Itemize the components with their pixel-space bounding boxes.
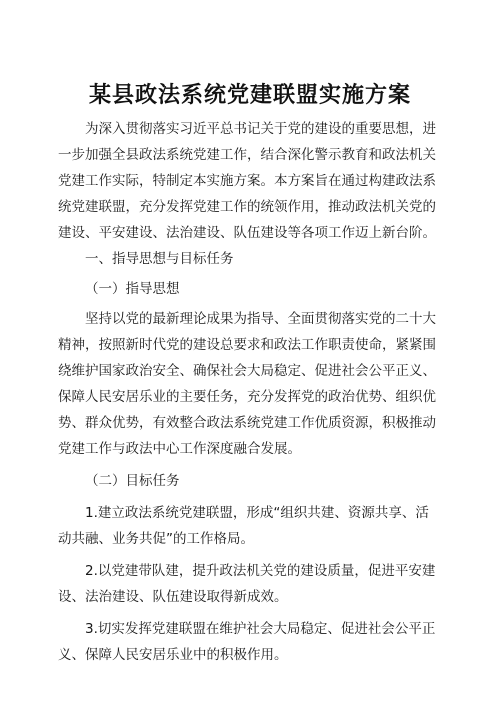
intro-paragraph: 为深入贯彻落实习近平总书记关于党的建设的重要思想，进一步加强全县政法系统党建工作，结合深化警示教育和政法机关党建工作实际，特制定本实施方案。本方案旨在通过构建政法系统党建联盟，充分发挥党建工作的统领作用，推动政法机关党的建设、平安建设、法治建设、队伍建设等各项工作迈上新台阶。 [58, 121, 436, 241]
goal-item: 2.以党建带队建，提升政法机关党的建设质量，促进平安建设、法治建设、队伍建设取得新成效。 [58, 563, 436, 605]
section-heading: 一、指导思想与目标任务 [85, 251, 234, 267]
document-title: 某县政法系统党建联盟实施方案 [88, 83, 411, 108]
document-body [58, 116, 442, 668]
subsection-heading: （一）指导思想 [85, 281, 180, 297]
subsection-heading: （二）目标任务 [85, 473, 180, 489]
goal-item: 3.切实发挥党建联盟在维护社会大局稳定、促进社会公平正义、保障人民安居乐业中的积极作用。 [58, 621, 436, 663]
goal-item: 1.建立政法系统党建联盟，形成“组织共建、资源共享、活动共融、业务共促”的工作格局。 [58, 505, 429, 547]
guiding-ideology-paragraph: 坚持以党的最新理论成果为指导、全面贯彻落实党的二十大精神，按照新时代党的建设总要求和政法工作职责使命，紧紧围绕维护国家政治安全、确保社会大局稳定、促进社会公平正义、保障人民安居乐业的主要任务，充分发挥党的政治优势、组织优势、群众优势，有效整合政法系统党建工作优质资源，积极推动党建工作与政法中心工作深度融合发展。 [58, 311, 436, 457]
